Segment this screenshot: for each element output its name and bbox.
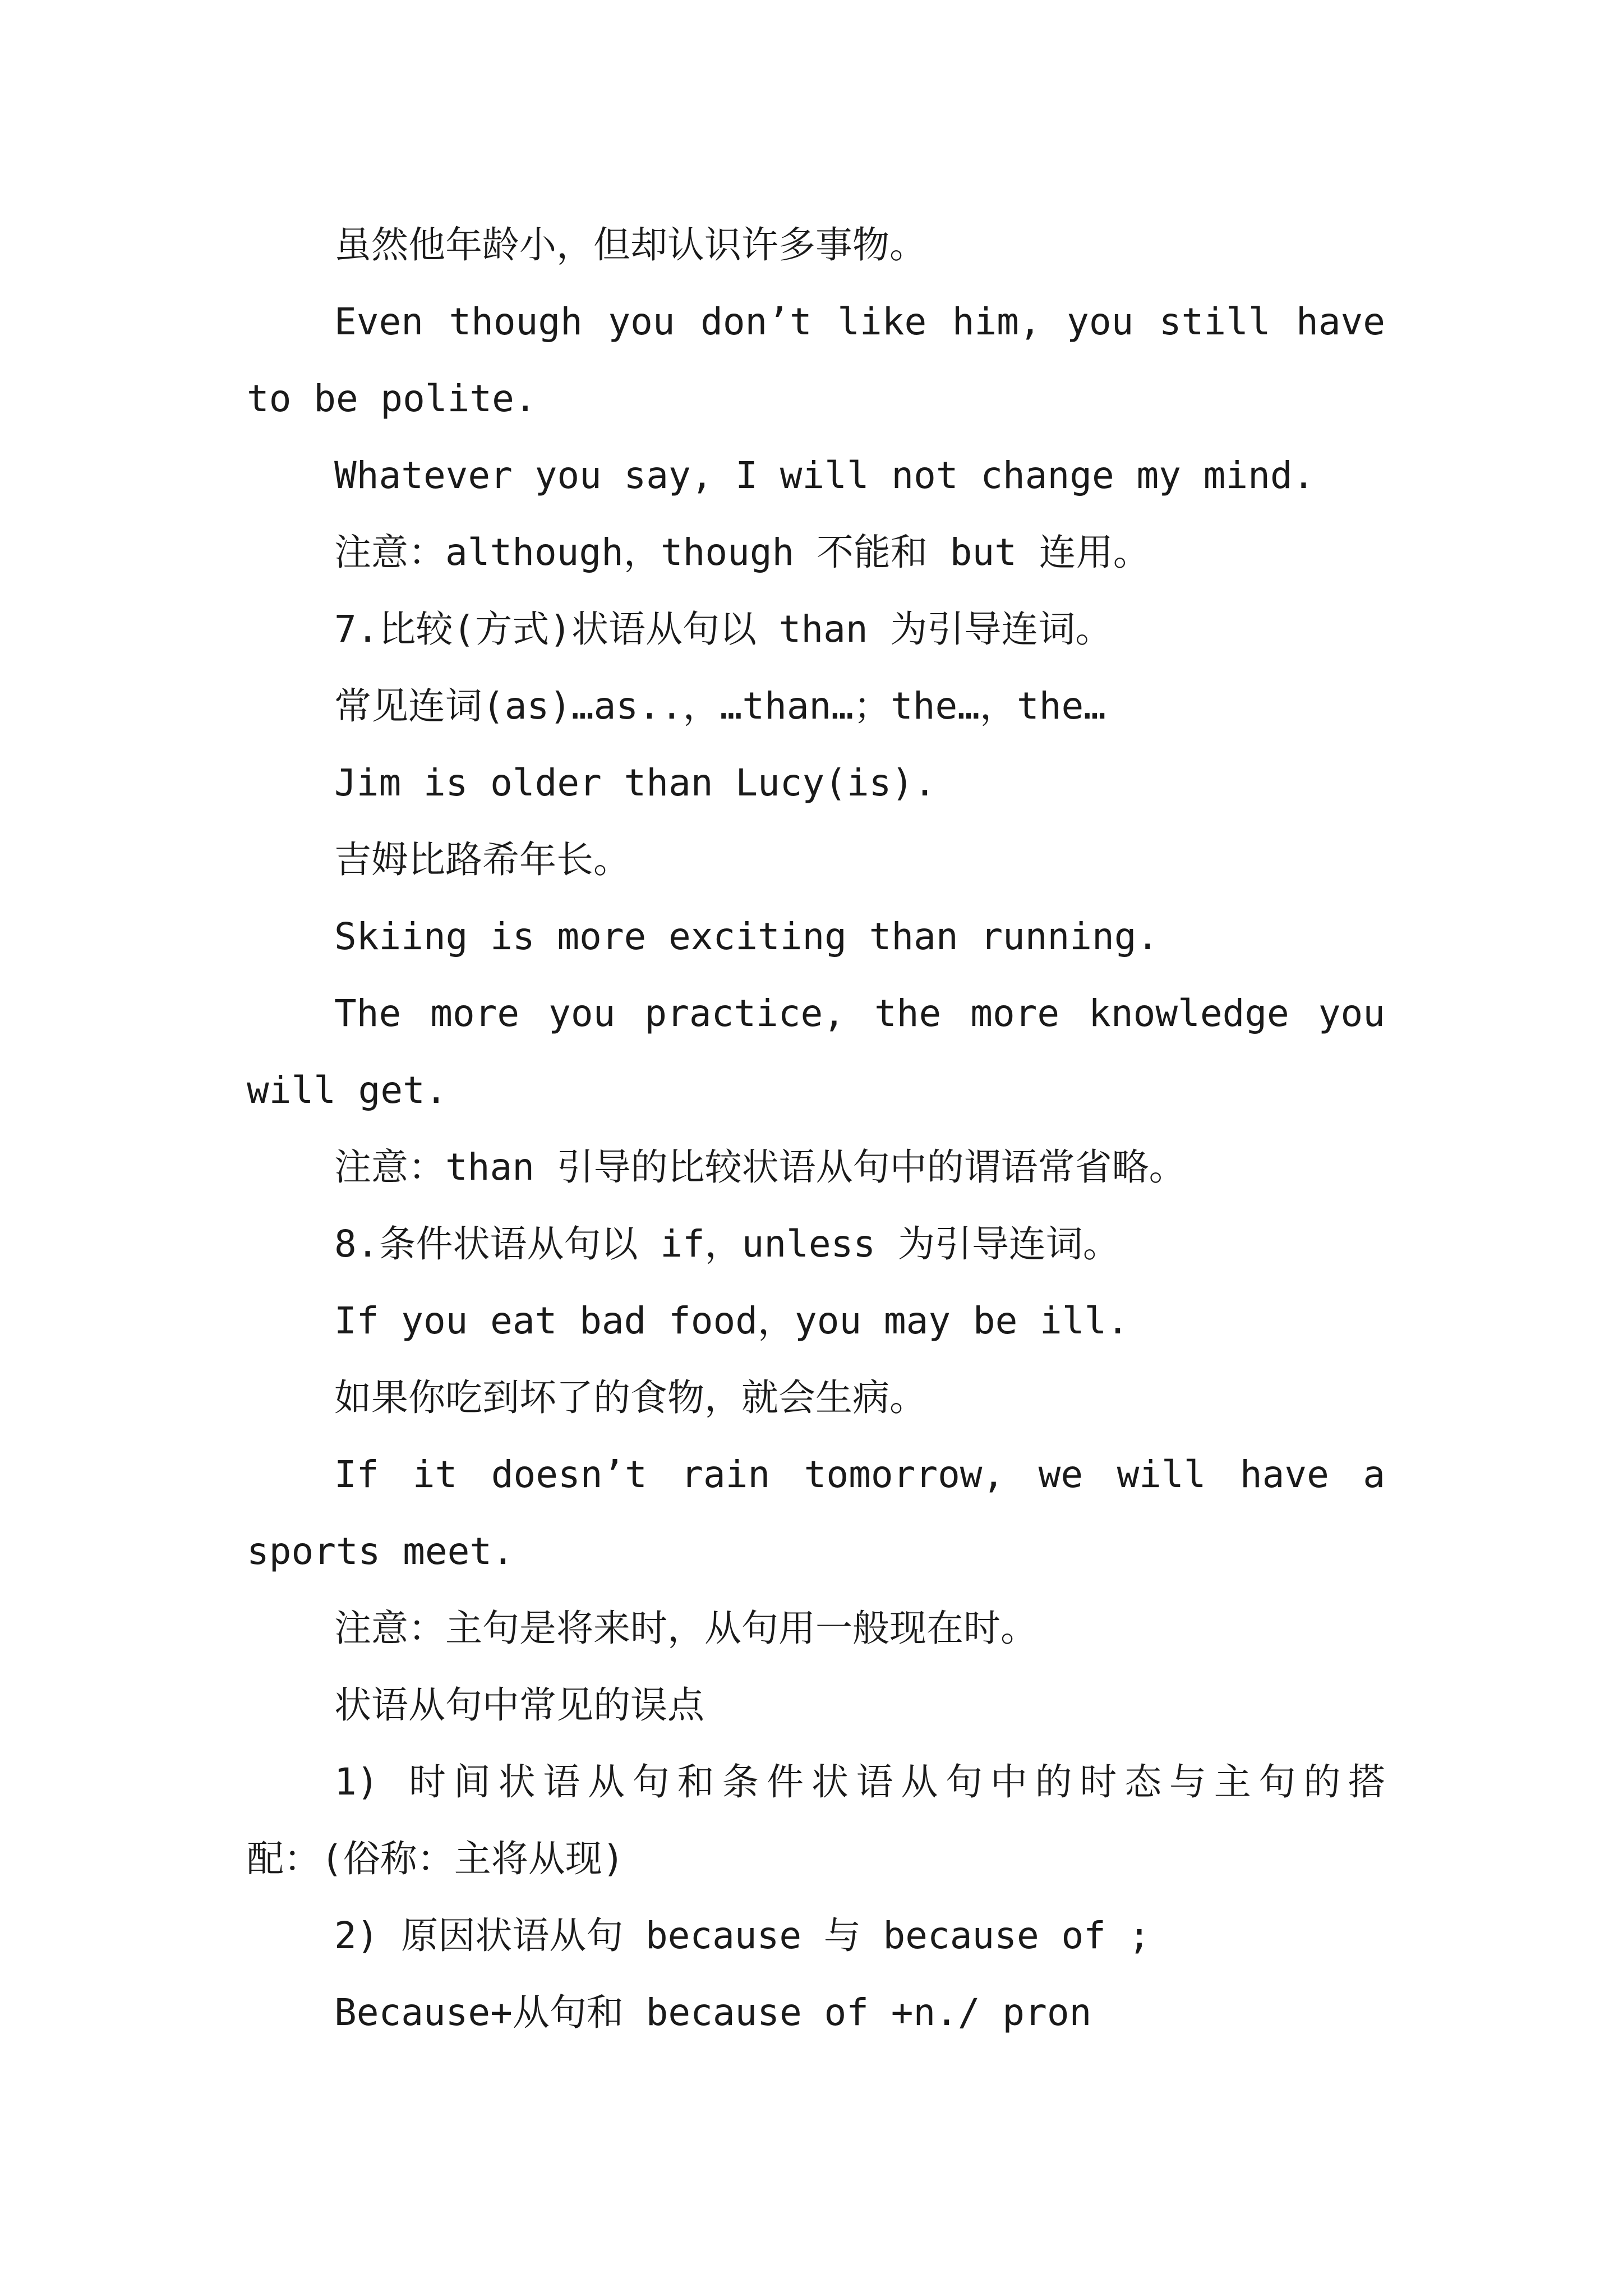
text-line: 如果你吃到坏了的食物，就会生病。 — [334, 1376, 926, 1419]
text-line: 注意：主句是将来时，从句用一般现在时。 — [334, 1607, 1038, 1650]
text-line: If it doesn’t rain tomorrow, we will have a — [334, 1453, 1385, 1496]
text-line: Whatever you say, I will not change my mind. — [334, 454, 1315, 497]
text-line: 虽然他年龄小，但却认识许多事物。 — [334, 223, 926, 266]
text-line: 注意：although，though 不能和 but 连用。 — [334, 531, 1150, 574]
text-line: 配：(俗称：主将从现) — [247, 1837, 625, 1880]
text-line: 注意：than 引导的比较状语从句中的谓语常省略。 — [334, 1145, 1186, 1189]
text-line: Skiing is more exciting than running. — [334, 915, 1159, 958]
text-line: Because+从句和 because of +n./ pron — [334, 1991, 1092, 2034]
text-line: sports meet. — [247, 1530, 514, 1573]
section-heading: 7.比较(方式)状语从句以 than 为引导连词。 — [334, 608, 1113, 651]
text-line: If you eat bad food，you may be ill. — [334, 1299, 1129, 1342]
document-body — [247, 206, 1385, 2051]
text-line: to be polite. — [247, 377, 537, 420]
text-line: will get. — [247, 1069, 448, 1112]
text-line: 常见连词(as)…as..，…than…；the…，the… — [334, 684, 1106, 728]
text-line: Jim is older than Lucy(is). — [334, 761, 936, 804]
text-line: 1) 时间状语从句和条件状语从句中的时态与主句的搭 — [334, 1760, 1385, 1803]
text-line: 2) 原因状语从句 because 与 because of ; — [334, 1914, 1151, 1957]
text-line: The more you practice, the more knowledge you — [334, 992, 1385, 1035]
text-line: Even though you don’t like him, you still have — [334, 300, 1385, 343]
section-heading: 状语从句中常见的误点 — [334, 1683, 704, 1727]
section-heading: 8.条件状语从句以 if，unless 为引导连词。 — [334, 1222, 1120, 1266]
text-line: 吉姆比路希年长。 — [334, 838, 630, 881]
